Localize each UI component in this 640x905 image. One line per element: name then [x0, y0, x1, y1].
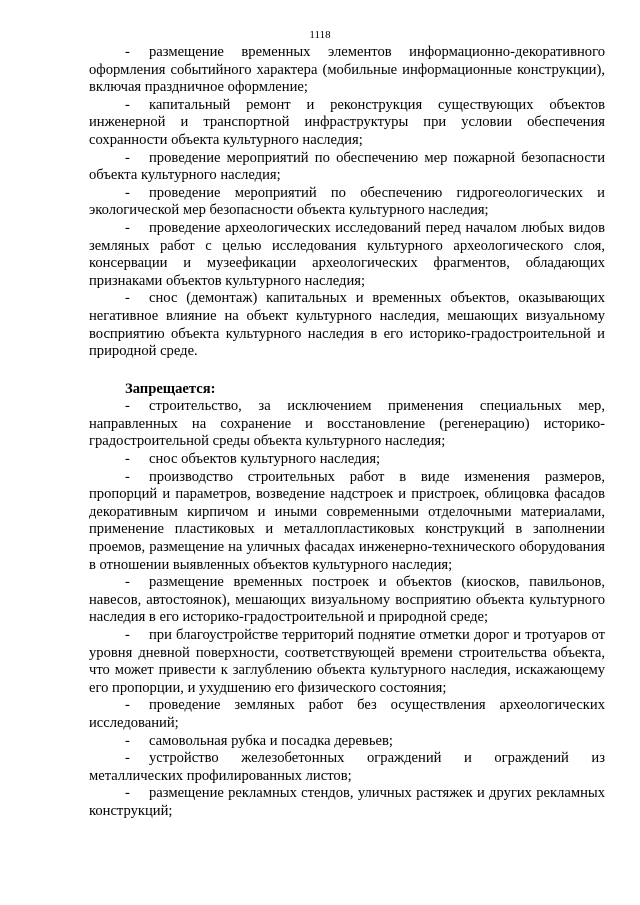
bullet-dash: - [125, 219, 130, 236]
list-item [89, 469, 605, 575]
list-item-text: строительство, за исключением применения специальных мер, направленных на сохранение и восстановление (регенерацию) историко-градостроительной среды объекта культурного наследия; [89, 398, 605, 450]
page-number: 1118 [309, 29, 331, 41]
bullet-dash: - [125, 574, 130, 591]
bullet-dash: - [125, 750, 130, 767]
bullet-dash: - [125, 732, 130, 749]
list-item-text: проведение мероприятий по обеспечению гидрогеологических и экологической мер безопасности объекта культурного наследия; [89, 184, 605, 219]
prohibited-list [89, 398, 605, 820]
list-item-text: размещение временных элементов информационно-декоративного оформления событийного характера (мобильные информационные конструкции), включая праздничное оформление; [89, 44, 605, 96]
list-item-text: при благоустройстве территорий поднятие отметки дорог и тротуаров от уровня дневной поверхности, соответствующей времени строительства объекта, что может привести к заглублению объекта культурного наследия, искажающему его пропорции, и ухудшению его физического состояния; [89, 627, 605, 696]
list-item-text: капитальный ремонт и реконструкция существующих объектов инженерной и транспортной инфраструктуры при условии обеспечения сохранности объекта культурного наследия; [89, 96, 605, 148]
bullet-dash: - [125, 785, 130, 802]
list-item [89, 451, 605, 469]
list-item-text: снос (демонтаж) капитальных и временных объектов, оказывающих негативное влияние на объект культурного наследия, мешающих визуальному восприятию объекта культурного наследия в его историко-градостроительной и природной среде. [89, 290, 605, 360]
list-item [89, 398, 605, 451]
list-item-text: размещение временных построек и объектов (киосков, павильонов, навесов, автостоянок), мешающих визуальному восприятию объекта культурного наследия в его историко-градостроительной и природной среде; [89, 574, 605, 626]
list-item [89, 697, 605, 732]
list-item-text: проведение земляных работ без осуществления археологических исследований; [89, 697, 605, 731]
document-body [89, 44, 605, 821]
list-item-text: производство строительных работ в виде изменения размеров, пропорций и параметров, возведение надстроек и пристроек, облицовка фасадов декоративным кирпичом и иными современными отделочными материалами, применение пластиковых и металлопластиковых конструкций в заполнении проемов, размещение на уличных фасадах инженерно-технического оборудования в отношении выявленных объектов культурного наследия; [89, 468, 605, 573]
bullet-dash: - [125, 96, 130, 113]
list-item-text: устройство железобетонных ограждений и ограждений из металлических профилированных листов; [89, 750, 605, 784]
bullet-dash: - [125, 398, 130, 415]
bullet-dash: - [125, 290, 130, 307]
list-item [89, 627, 605, 697]
bullet-dash: - [125, 451, 130, 468]
list-item [89, 97, 605, 150]
section-heading-prohibited: Запрещается: [125, 380, 216, 397]
list-item [89, 750, 605, 785]
list-item-text: снос объектов культурного наследия; [149, 451, 381, 468]
list-item [89, 574, 605, 627]
list-item [89, 185, 605, 220]
list-item [89, 220, 605, 290]
list-item [89, 290, 605, 360]
list-item-text: проведение мероприятий по обеспечению мер пожарной безопасности объекта культурного наследия; [89, 149, 605, 184]
list-item [89, 733, 605, 751]
bullet-dash: - [125, 697, 130, 714]
allowed-list [89, 44, 605, 361]
list-item [89, 785, 605, 820]
list-item-text: самовольная рубка и посадка деревьев; [149, 732, 393, 749]
bullet-dash: - [125, 44, 130, 60]
bullet-dash: - [125, 627, 130, 643]
list-item-text: размещение рекламных стендов, уличных растяжек и других рекламных конструкций; [89, 785, 605, 819]
bullet-dash: - [125, 184, 130, 201]
list-item [89, 44, 605, 97]
bullet-dash: - [125, 468, 130, 485]
list-item-text: проведение археологических исследований перед началом любых видов земляных работ с целью исследования культурного археологического слоя, консервации и музеефикации археологических фрагментов, обладающих признаками объектов культурного наследия; [89, 219, 605, 289]
list-item [89, 150, 605, 185]
bullet-dash: - [125, 149, 130, 166]
